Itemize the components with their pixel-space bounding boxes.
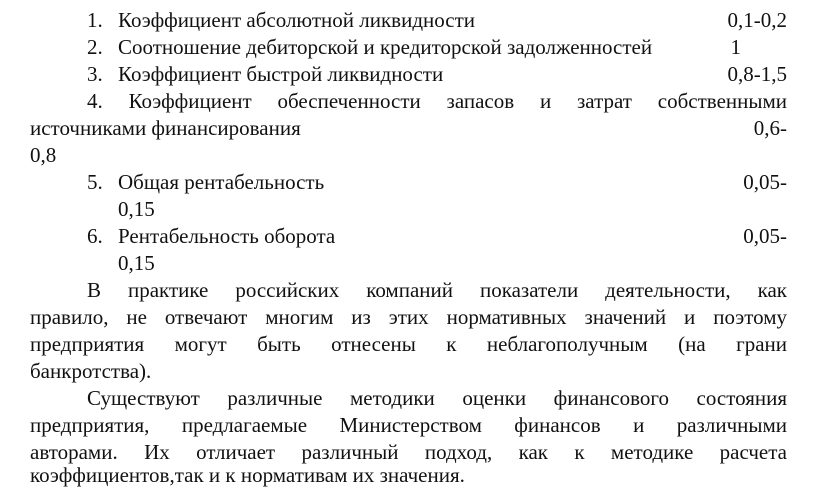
item-value-part1: 0,05- — [743, 224, 787, 248]
item-label: Коэффициент абсолютной ликвидности — [118, 8, 475, 32]
item-label: Общая рентабельность — [118, 170, 325, 194]
list-item-4-continuation — [30, 115, 787, 141]
paragraph-line: предприятия могут быть отнесены к неблагополучным (на грани — [30, 332, 787, 356]
list-item-1 — [30, 7, 787, 33]
item-label: Коэффициент быстрой ликвидности — [118, 62, 444, 86]
item-value-part1: 0,05- — [743, 170, 787, 194]
item-value: 1 — [730, 35, 741, 59]
paragraph-line: коэффициентов,так и к нормативам их значения. — [30, 463, 465, 487]
item-number: 5. — [87, 170, 103, 194]
item-value-part2: 0,8 — [30, 143, 57, 167]
item-value-part2: 0,15 — [118, 251, 155, 275]
list-item-2 — [30, 34, 787, 60]
list-item-6 — [30, 223, 787, 249]
paragraph-line: Существуют различные методики оценки финансового состояния — [87, 386, 787, 410]
item-label-line1: Коэффициент обеспеченности запасов и затрат собственными — [128, 89, 787, 113]
list-item-6-value-wrap — [30, 250, 787, 276]
item-label: Соотношение дебиторской и кредиторской задолженностей — [118, 35, 653, 59]
list-item-5-value-wrap — [30, 196, 787, 222]
item-value-part1: 0,6- — [753, 116, 787, 140]
paragraph-line: авторами. Их отличает различный подход, как к методике расчета — [30, 440, 787, 464]
item-label-line2: источниками финансирования — [30, 116, 301, 140]
item-number: 2. — [87, 35, 103, 59]
list-item-5 — [30, 169, 787, 195]
list-item-4 — [30, 88, 787, 114]
item-number: 4. — [87, 89, 103, 113]
paragraph-line: правило, не отвечают многим из этих нормативных значений и поэтому — [30, 305, 787, 329]
item-value: 0,1-0,2 — [727, 8, 787, 32]
list-item-4-value-wrap — [30, 142, 787, 168]
paragraph-line: предприятия, предлагаемые Министерством финансов и различными — [30, 413, 787, 437]
item-value-part2: 0,15 — [118, 197, 155, 221]
item-value: 0,8-1,5 — [727, 62, 787, 86]
item-number: 3. — [87, 62, 103, 86]
paragraph-line: банкротства). — [30, 359, 152, 383]
item-number: 1. — [87, 8, 103, 32]
item-label: Рентабельность оборота — [118, 224, 336, 248]
item-number: 6. — [87, 224, 103, 248]
list-item-3 — [30, 61, 787, 87]
paragraph-line: В практике российских компаний показатели деятельности, как — [87, 278, 787, 302]
